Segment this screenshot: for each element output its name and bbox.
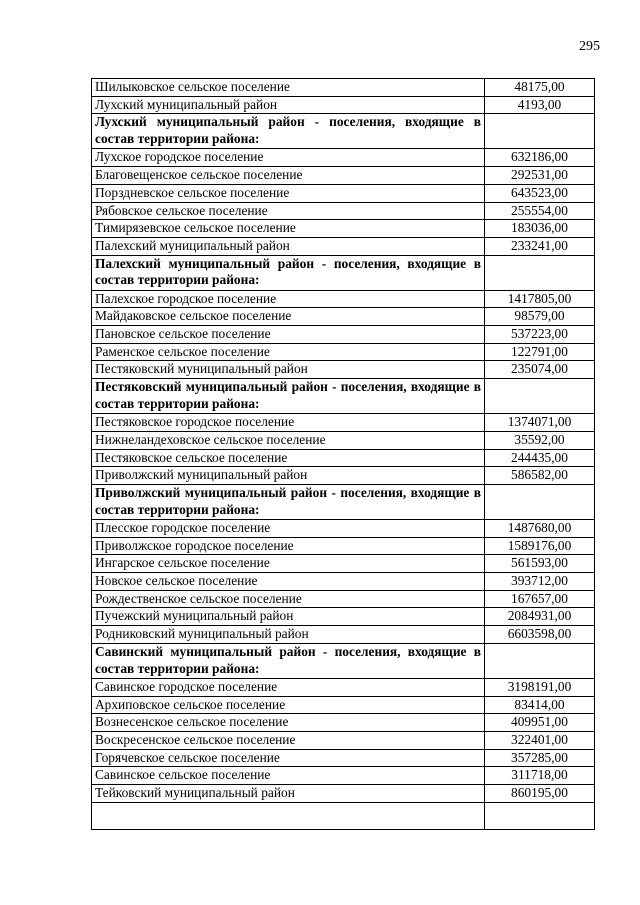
- amount-cell: [485, 643, 595, 678]
- amount-cell: 393712,00: [485, 573, 595, 591]
- amount-cell: 244435,00: [485, 449, 595, 467]
- table-row: [92, 343, 595, 361]
- territory-name-cell: Новское сельское поселение: [92, 573, 485, 591]
- territory-name-cell: Нижнеландеховское сельское поселение: [92, 431, 485, 449]
- amount-cell: 6603598,00: [485, 626, 595, 644]
- group-header-row: [92, 643, 595, 678]
- group-header-row: [92, 484, 595, 519]
- table-row: [92, 431, 595, 449]
- amount-cell: 98579,00: [485, 308, 595, 326]
- table-row: [92, 590, 595, 608]
- group-title-cell: Палехский муниципальный район - поселения, входящие в состав территории района:: [92, 255, 485, 290]
- table-row: [92, 714, 595, 732]
- territory-name-cell: Вознесенское сельское поселение: [92, 714, 485, 732]
- amount-cell: 586582,00: [485, 467, 595, 485]
- territory-name-cell: Раменское сельское поселение: [92, 343, 485, 361]
- group-title-cell: Пестяковский муниципальный район - поселения, входящие в состав территории района:: [92, 379, 485, 414]
- amount-cell: 122791,00: [485, 343, 595, 361]
- table-row: [92, 467, 595, 485]
- amount-cell: 1487680,00: [485, 519, 595, 537]
- territory-name-cell: Горячевское сельское поселение: [92, 749, 485, 767]
- amount-cell: 632186,00: [485, 149, 595, 167]
- territory-name-cell: Приволжское городское поселение: [92, 537, 485, 555]
- territory-name-cell: Савинское городское поселение: [92, 678, 485, 696]
- table-row: [92, 149, 595, 167]
- table-row: [92, 626, 595, 644]
- budget-table: [91, 78, 595, 830]
- amount-cell: 357285,00: [485, 749, 595, 767]
- table-row: [92, 167, 595, 185]
- table-row: [92, 202, 595, 220]
- table-row: [92, 184, 595, 202]
- territory-name-cell: Лухский муниципальный район: [92, 96, 485, 114]
- amount-cell: 3198191,00: [485, 678, 595, 696]
- page-number: 295: [579, 39, 600, 54]
- table-row: [92, 696, 595, 714]
- territory-name-cell: [92, 802, 485, 829]
- table-row: [92, 537, 595, 555]
- territory-name-cell: Палехский муниципальный район: [92, 237, 485, 255]
- amount-cell: 409951,00: [485, 714, 595, 732]
- territory-name-cell: Архиповское сельское поселение: [92, 696, 485, 714]
- table-row: [92, 785, 595, 803]
- territory-name-cell: Пестяковский муниципальный район: [92, 361, 485, 379]
- table-row: [92, 767, 595, 785]
- amount-cell: 860195,00: [485, 785, 595, 803]
- amount-cell: 322401,00: [485, 731, 595, 749]
- table-row: [92, 749, 595, 767]
- territory-name-cell: Пучежский муниципальный район: [92, 608, 485, 626]
- table-row: [92, 220, 595, 238]
- table-row: [92, 678, 595, 696]
- territory-name-cell: Пановское сельское поселение: [92, 326, 485, 344]
- amount-cell: 1589176,00: [485, 537, 595, 555]
- amount-cell: 83414,00: [485, 696, 595, 714]
- territory-name-cell: Тимирязевское сельское поселение: [92, 220, 485, 238]
- amount-cell: [485, 379, 595, 414]
- table-row: [92, 290, 595, 308]
- amount-cell: 643523,00: [485, 184, 595, 202]
- table-body: [92, 79, 595, 830]
- table-row: [92, 573, 595, 591]
- amount-cell: 292531,00: [485, 167, 595, 185]
- territory-name-cell: Рябовское сельское поселение: [92, 202, 485, 220]
- territory-name-cell: Благовещенское сельское поселение: [92, 167, 485, 185]
- table-row: [92, 237, 595, 255]
- territory-name-cell: Шилыковское сельское поселение: [92, 79, 485, 97]
- amount-cell: 183036,00: [485, 220, 595, 238]
- group-title-cell: Савинский муниципальный район - поселения, входящие в состав территории района:: [92, 643, 485, 678]
- territory-name-cell: Пестяковское городское поселение: [92, 414, 485, 432]
- amount-cell: 537223,00: [485, 326, 595, 344]
- amount-cell: 561593,00: [485, 555, 595, 573]
- amount-cell: 2084931,00: [485, 608, 595, 626]
- table-row: [92, 519, 595, 537]
- group-header-row: [92, 379, 595, 414]
- territory-name-cell: Родниковский муниципальный район: [92, 626, 485, 644]
- amount-cell: [485, 802, 595, 829]
- territory-name-cell: Порздневское сельское поселение: [92, 184, 485, 202]
- amount-cell: 1417805,00: [485, 290, 595, 308]
- table-row: [92, 414, 595, 432]
- amount-cell: [485, 255, 595, 290]
- table-row: [92, 555, 595, 573]
- territory-name-cell: Воскресенское сельское поселение: [92, 731, 485, 749]
- group-title-cell: Приволжский муниципальный район - поселения, входящие в состав территории района:: [92, 484, 485, 519]
- amount-cell: 35592,00: [485, 431, 595, 449]
- territory-name-cell: Ингарское сельское поселение: [92, 555, 485, 573]
- territory-name-cell: Тейковский муниципальный район: [92, 785, 485, 803]
- amount-cell: 48175,00: [485, 79, 595, 97]
- amount-cell: 255554,00: [485, 202, 595, 220]
- table-row: [92, 361, 595, 379]
- table-row: [92, 79, 595, 97]
- table-row: [92, 308, 595, 326]
- amount-cell: [485, 484, 595, 519]
- group-header-row: [92, 255, 595, 290]
- territory-name-cell: Пестяковское сельское поселение: [92, 449, 485, 467]
- territory-name-cell: Рождественское сельское поселение: [92, 590, 485, 608]
- territory-name-cell: Савинское сельское поселение: [92, 767, 485, 785]
- amount-cell: 4193,00: [485, 96, 595, 114]
- territory-name-cell: Плесское городское поселение: [92, 519, 485, 537]
- amount-cell: 233241,00: [485, 237, 595, 255]
- territory-name-cell: Лухское городское поселение: [92, 149, 485, 167]
- territory-name-cell: Палехское городское поселение: [92, 290, 485, 308]
- table-row: [92, 449, 595, 467]
- territory-name-cell: Майдаковское сельское поселение: [92, 308, 485, 326]
- table-row: [92, 608, 595, 626]
- group-title-cell: Лухский муниципальный район - поселения, входящие в состав территории района:: [92, 114, 485, 149]
- amount-cell: [485, 114, 595, 149]
- table-row: [92, 731, 595, 749]
- amount-cell: 311718,00: [485, 767, 595, 785]
- table-row: [92, 326, 595, 344]
- amount-cell: 167657,00: [485, 590, 595, 608]
- amount-cell: 1374071,00: [485, 414, 595, 432]
- empty-row: [92, 802, 595, 829]
- territory-name-cell: Приволжский муниципальный район: [92, 467, 485, 485]
- table-row: [92, 96, 595, 114]
- group-header-row: [92, 114, 595, 149]
- amount-cell: 235074,00: [485, 361, 595, 379]
